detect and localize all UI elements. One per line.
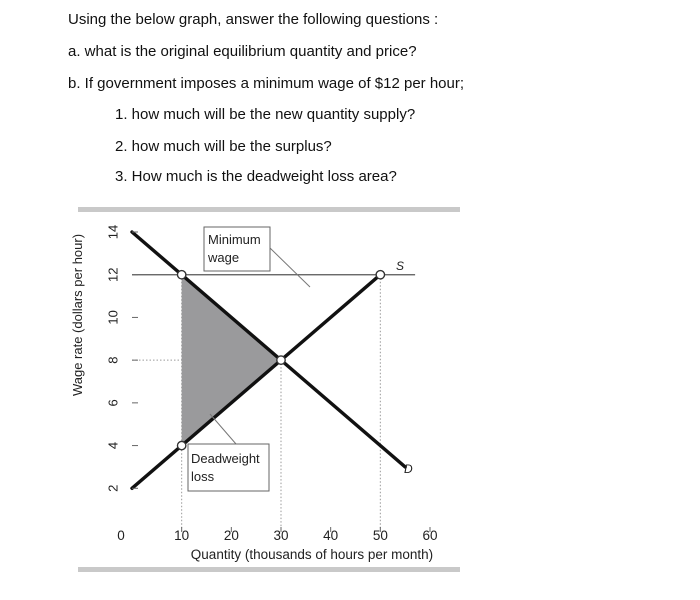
question-b-item-2: 2. how much will be the surplus? [115, 138, 332, 155]
x-tick-label: 0 [117, 528, 125, 543]
x-tick-label: 40 [323, 528, 339, 543]
guide-lines [132, 275, 380, 531]
x-tick-label: 50 [372, 528, 388, 543]
y-tick-label: 6 [105, 399, 121, 407]
minimum-wage-callout [204, 227, 310, 287]
key-point [177, 271, 185, 279]
y-tick-label: 12 [105, 267, 121, 282]
deadweight-loss-area [182, 275, 281, 446]
y-axis-ticks [105, 225, 138, 492]
question-b: b. If government imposes a minimum wage of $12 per hour; [68, 75, 465, 92]
x-tick-label: 10 [174, 528, 190, 543]
y-axis-label: Wage rate (dollars per hour) [70, 233, 85, 397]
supply-curve-label: S [396, 259, 405, 273]
y-tick-label: 4 [105, 441, 121, 450]
key-point [177, 441, 185, 449]
deadweight-loss-label: Deadweight loss [191, 451, 260, 484]
y-tick-label: 2 [105, 484, 121, 492]
y-tick-label: 14 [105, 224, 121, 240]
question-b-item-3: 3. How much is the deadweight loss area? [115, 168, 397, 185]
y-tick-label: 10 [105, 310, 121, 325]
x-axis-label: Quantity (thousands of hours per month) [190, 547, 434, 562]
key-point [376, 271, 384, 279]
question-a: a. what is the original equilibrium quantity and price? [68, 43, 417, 60]
x-tick-label: 60 [422, 528, 438, 543]
x-axis-ticks [117, 527, 437, 543]
question-b-item-1: 1. how much will be the new quantity supply? [115, 106, 416, 123]
demand-curve-label: D [404, 462, 413, 476]
question-intro: Using the below graph, answer the following questions : [68, 11, 439, 28]
key-point [277, 356, 285, 364]
x-tick-label: 20 [223, 528, 239, 543]
minimum-wage-label: Minimum wage [208, 232, 261, 265]
x-tick-label: 30 [273, 528, 289, 543]
y-tick-label: 8 [105, 356, 121, 364]
